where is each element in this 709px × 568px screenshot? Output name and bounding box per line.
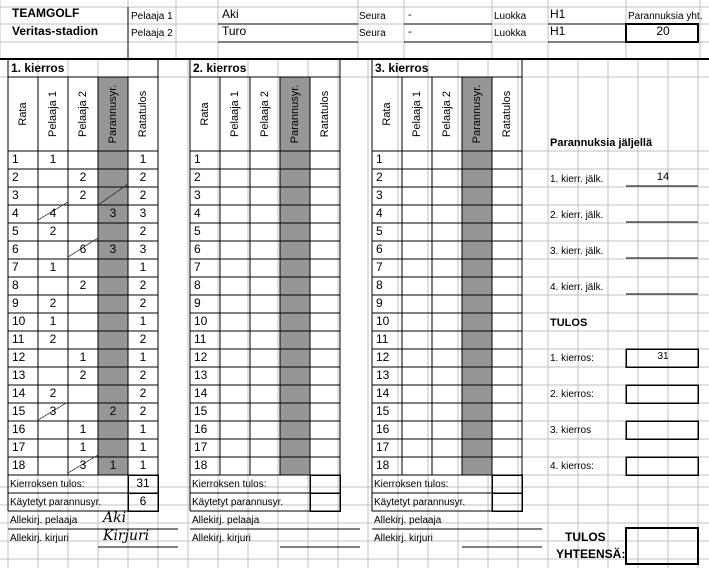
- player2-score-cell[interactable]: 1: [79, 440, 87, 454]
- round2-title: 2. kierros: [193, 61, 247, 75]
- improvement-cell[interactable]: 3: [109, 242, 117, 256]
- hole-result-cell[interactable]: 1: [139, 422, 147, 436]
- hole-number: 7: [376, 260, 383, 274]
- hole-number: 11: [12, 332, 25, 346]
- remaining-value-1[interactable]: 14: [656, 171, 670, 183]
- remaining-label-1: 1. kierr. jälk.: [550, 174, 604, 185]
- hole-number: 10: [194, 314, 208, 328]
- improvement-cell[interactable]: 1: [109, 458, 117, 472]
- hole-number: 10: [12, 314, 26, 328]
- round2-header-2: Pelaaja 1: [229, 91, 241, 137]
- class1-value[interactable]: H1: [550, 7, 566, 21]
- remaining-title: Parannuksia jäljellä: [550, 137, 653, 149]
- result-label-3: 3. kierros: [550, 425, 592, 436]
- hole-number: 15: [12, 404, 26, 418]
- hole-number: 8: [194, 278, 201, 292]
- hole-number: 8: [376, 278, 383, 292]
- hole-result-cell[interactable]: 2: [139, 170, 147, 184]
- hole-number: 15: [194, 404, 208, 418]
- hole-number: 14: [12, 386, 26, 400]
- total-label-line1: TULOS: [565, 530, 606, 544]
- hole-number: 16: [376, 422, 390, 436]
- improvements-total-value[interactable]: 20: [656, 24, 670, 38]
- round3-header-1: Rata: [381, 102, 393, 126]
- venue-title: Veritas-stadion: [12, 24, 99, 38]
- round3-header-3: Pelaaja 2: [441, 91, 453, 137]
- round1-header-1: Rata: [17, 102, 29, 126]
- hole-number: 14: [194, 386, 208, 400]
- hole-number: 4: [376, 206, 383, 220]
- round1-score-label: Kierroksen tulos:: [10, 479, 85, 490]
- hole-number: 17: [194, 440, 208, 454]
- round1-header-2: Pelaaja 1: [47, 91, 59, 137]
- hole-result-cell[interactable]: 3: [139, 242, 147, 256]
- hole-number: 9: [376, 296, 383, 310]
- round1-header-5: Ratatulos: [137, 90, 149, 138]
- round2-score-box: [310, 475, 340, 493]
- improvement-cell[interactable]: 2: [109, 404, 117, 418]
- hole-number: 3: [194, 188, 201, 202]
- class-label-2: Luokka: [494, 28, 527, 39]
- hole-number: 13: [194, 368, 208, 382]
- player2-score-cell[interactable]: 3: [79, 458, 87, 472]
- hole-number: 12: [376, 350, 390, 364]
- round2-used-box: [310, 493, 340, 511]
- hole-result-cell[interactable]: 2: [139, 296, 147, 310]
- hole-number: 6: [194, 242, 201, 256]
- hole-number: 15: [376, 404, 390, 418]
- player1-score-cell[interactable]: 1: [49, 152, 57, 166]
- result-value-1[interactable]: 31: [657, 351, 669, 362]
- round2-header-5: Ratatulos: [319, 90, 331, 138]
- hole-result-cell[interactable]: 2: [139, 188, 147, 202]
- improvements-total-label: Parannuksia yht.: [628, 11, 703, 22]
- player2-label: Pelaaja 2: [131, 28, 173, 39]
- hole-result-cell[interactable]: 2: [139, 224, 147, 238]
- hole-number: 3: [376, 188, 383, 202]
- hole-number: 13: [376, 368, 390, 382]
- hole-number: 17: [376, 440, 390, 454]
- hole-number: 2: [194, 170, 201, 184]
- player1-score-cell[interactable]: 2: [49, 296, 57, 310]
- hole-number: 18: [194, 458, 208, 472]
- round2-header-3: Pelaaja 2: [259, 91, 271, 137]
- round1-header-4: Parannusyr.: [107, 84, 119, 144]
- hole-number: 18: [376, 458, 390, 472]
- player1-name[interactable]: Aki: [222, 7, 239, 21]
- round3-used-label: Käytetyt parannusyr.: [374, 497, 466, 508]
- round3-sign-scorer-label: Allekirj. kirjuri: [374, 533, 433, 544]
- result-label-2: 2. kierros:: [550, 389, 594, 400]
- hole-number: 18: [12, 458, 26, 472]
- hole-result-cell[interactable]: 2: [139, 332, 147, 346]
- hole-number: 6: [12, 242, 19, 256]
- hole-result-cell[interactable]: 2: [139, 368, 147, 382]
- hole-number: 4: [12, 206, 19, 220]
- hole-number: 14: [376, 386, 390, 400]
- hole-result-cell[interactable]: 1: [139, 350, 147, 364]
- team-title: TEAMGOLF: [12, 6, 80, 20]
- round2-header-1: Rata: [199, 102, 211, 126]
- hole-number: 9: [12, 296, 19, 310]
- round1-sign-player-label: Allekirj. pelaaja: [10, 515, 78, 526]
- player1-score-cell[interactable]: 4: [49, 206, 57, 220]
- round1-used-value[interactable]: 6: [139, 494, 147, 508]
- round2-sign-player-label: Allekirj. pelaaja: [192, 515, 260, 526]
- hole-number: 3: [12, 188, 19, 202]
- player1-score-cell[interactable]: 2: [49, 332, 57, 346]
- player2-score-cell[interactable]: 2: [79, 170, 87, 184]
- hole-number: 1: [12, 152, 19, 166]
- player2-score-cell[interactable]: 2: [79, 188, 87, 202]
- round3-header-5: Ratatulos: [501, 90, 513, 138]
- hole-number: 13: [12, 368, 26, 382]
- class2-value[interactable]: H1: [550, 24, 566, 38]
- club1-value[interactable]: -: [408, 9, 412, 21]
- round1-header-3: Pelaaja 2: [77, 91, 89, 137]
- class-label-1: Luokka: [494, 11, 527, 22]
- player1-label: Pelaaja 1: [131, 11, 173, 22]
- round1-score-value[interactable]: 31: [136, 476, 150, 490]
- hole-number: 5: [376, 224, 383, 238]
- round3-header-4: Parannusyr.: [471, 84, 483, 144]
- round1-sign-player-signature[interactable]: Aki: [103, 510, 127, 526]
- hole-number: 4: [194, 206, 201, 220]
- hole-number: 1: [376, 152, 383, 166]
- club-label-2: Seura: [359, 28, 386, 39]
- result-box-4: [626, 457, 698, 475]
- round3-score-label: Kierroksen tulos:: [374, 479, 449, 490]
- result-box-3: [626, 421, 698, 439]
- total-label-line2: YHTEENSÄ:: [556, 547, 626, 561]
- player2-score-cell[interactable]: 1: [79, 350, 87, 364]
- result-label-4: 4. kierros:: [550, 461, 594, 472]
- round3-title: 3. kierros: [375, 61, 429, 75]
- improvement-cell[interactable]: 3: [109, 206, 117, 220]
- result-label-1: 1. kierros:: [550, 353, 594, 364]
- player1-score-cell[interactable]: 2: [49, 224, 57, 238]
- round1-sign-scorer-label: Allekirj. kirjuri: [10, 533, 69, 544]
- hole-number: 2: [12, 170, 19, 184]
- round2-used-label: Käytetyt parannusyr.: [192, 497, 284, 508]
- hole-number: 11: [194, 332, 207, 346]
- round3-header-2: Pelaaja 1: [411, 91, 423, 137]
- hole-number: 5: [194, 224, 201, 238]
- hole-number: 12: [12, 350, 26, 364]
- round1-used-label: Käytetyt parannusyr.: [10, 497, 102, 508]
- hole-number: 16: [194, 422, 208, 436]
- hole-result-cell[interactable]: 2: [139, 278, 147, 292]
- hole-result-cell[interactable]: 1: [139, 152, 147, 166]
- round2-sign-scorer-label: Allekirj. kirjuri: [192, 533, 251, 544]
- hole-number: 16: [12, 422, 26, 436]
- player1-score-cell[interactable]: 3: [49, 404, 57, 418]
- player2-score-cell[interactable]: 6: [79, 242, 87, 256]
- hole-number: 7: [194, 260, 201, 274]
- hole-number: 2: [376, 170, 383, 184]
- hole-result-cell[interactable]: 1: [139, 260, 147, 274]
- hole-result-cell[interactable]: 1: [139, 458, 147, 472]
- hole-result-cell[interactable]: 1: [139, 314, 147, 328]
- remaining-label-3: 3. kierr. jälk.: [550, 246, 604, 257]
- player1-score-cell[interactable]: 2: [49, 386, 57, 400]
- remaining-label-4: 4. kierr. jälk.: [550, 282, 604, 293]
- result-box-2: [626, 385, 698, 403]
- hole-number: 9: [194, 296, 201, 310]
- hole-number: 12: [194, 350, 208, 364]
- round2-score-label: Kierroksen tulos:: [192, 479, 267, 490]
- club-label-1: Seura: [359, 11, 386, 22]
- hole-number: 7: [12, 260, 19, 274]
- hole-number: 10: [376, 314, 390, 328]
- player2-score-cell[interactable]: 2: [79, 278, 87, 292]
- player2-name[interactable]: Turo: [222, 24, 247, 38]
- hole-number: 6: [376, 242, 383, 256]
- hole-result-cell[interactable]: 2: [139, 386, 147, 400]
- hole-number: 1: [194, 152, 201, 166]
- round1-title: 1. kierros: [11, 61, 65, 75]
- hole-result-cell[interactable]: 1: [139, 440, 147, 454]
- results-title: TULOS: [550, 317, 588, 329]
- player2-score-cell[interactable]: 1: [79, 422, 87, 436]
- hole-number: 5: [12, 224, 19, 238]
- round3-sign-player-label: Allekirj. pelaaja: [374, 515, 442, 526]
- player1-score-cell[interactable]: 1: [49, 314, 57, 328]
- club2-value[interactable]: -: [408, 26, 412, 38]
- round2-header-4: Parannusyr.: [289, 84, 301, 144]
- remaining-label-2: 2. kierr. jälk.: [550, 210, 604, 221]
- hole-number: 17: [12, 440, 26, 454]
- round1-sign-scorer-signature[interactable]: Kirjuri: [103, 528, 150, 544]
- hole-result-cell[interactable]: 3: [139, 206, 147, 220]
- hole-result-cell[interactable]: 2: [139, 404, 147, 418]
- player1-score-cell[interactable]: 1: [49, 260, 57, 274]
- hole-number: 8: [12, 278, 19, 292]
- hole-number: 11: [376, 332, 389, 346]
- player2-score-cell[interactable]: 2: [79, 368, 87, 382]
